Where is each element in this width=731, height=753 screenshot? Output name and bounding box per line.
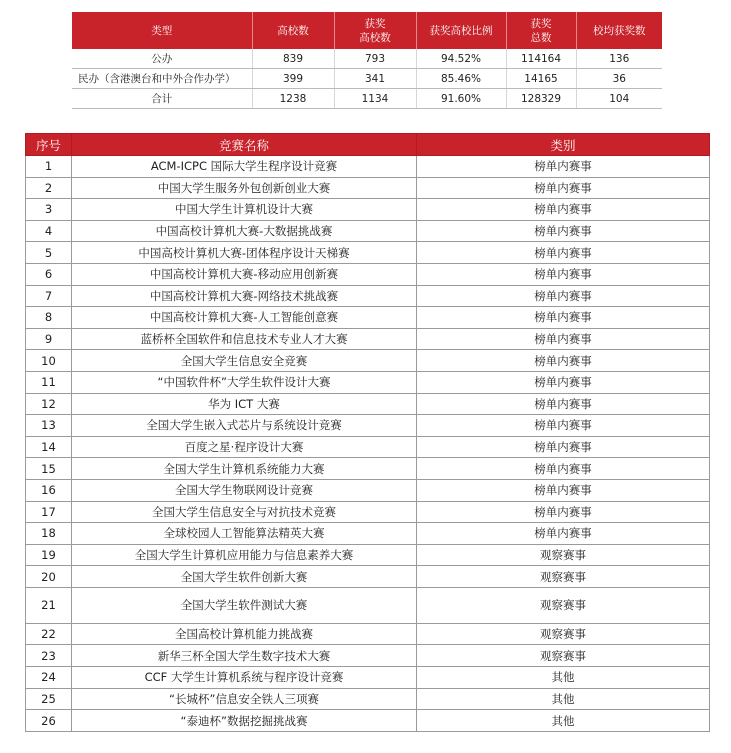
cell-index: 3 bbox=[26, 199, 72, 221]
cell-competition-name: 新华三杯全国大学生数字技术大赛 bbox=[72, 645, 417, 667]
competition-list-table bbox=[25, 133, 710, 732]
table-row bbox=[26, 587, 710, 623]
cell-index: 19 bbox=[26, 544, 72, 566]
table-row bbox=[26, 436, 710, 458]
cell-index: 2 bbox=[26, 177, 72, 199]
summary-header-row bbox=[72, 12, 662, 49]
cell-award-ratio: 85.46% bbox=[416, 69, 506, 89]
cell-category: 其他 bbox=[417, 667, 710, 689]
cell-competition-name: 全国大学生软件测试大赛 bbox=[72, 587, 417, 623]
cell-avg-awards: 36 bbox=[576, 69, 662, 89]
cell-category: 榜单内赛事 bbox=[417, 371, 710, 393]
list-header-index: 序号 bbox=[26, 134, 72, 156]
summary-row bbox=[72, 69, 662, 89]
cell-competition-name: 中国高校计算机大赛-人工智能创意赛 bbox=[72, 307, 417, 329]
cell-index: 1 bbox=[26, 156, 72, 178]
cell-competition-name: 蓝桥杯全国软件和信息技术专业人才大赛 bbox=[72, 328, 417, 350]
table-row bbox=[26, 710, 710, 732]
cell-competition-name: 全国大学生计算机应用能力与信息素养大赛 bbox=[72, 544, 417, 566]
summary-header-awarded-schools: 获奖 高校数 bbox=[334, 12, 416, 49]
table-row bbox=[26, 415, 710, 437]
cell-category: 观察赛事 bbox=[417, 544, 710, 566]
table-row bbox=[26, 285, 710, 307]
cell-index: 24 bbox=[26, 667, 72, 689]
table-row bbox=[26, 393, 710, 415]
cell-awarded-schools: 341 bbox=[334, 69, 416, 89]
table-row bbox=[26, 544, 710, 566]
cell-award-total: 128329 bbox=[506, 89, 576, 109]
cell-index: 6 bbox=[26, 263, 72, 285]
cell-competition-name: 全国大学生信息安全与对抗技术竞赛 bbox=[72, 501, 417, 523]
table-row bbox=[26, 220, 710, 242]
cell-category: 观察赛事 bbox=[417, 623, 710, 645]
summary-row bbox=[72, 89, 662, 109]
cell-category: 榜单内赛事 bbox=[417, 501, 710, 523]
cell-index: 17 bbox=[26, 501, 72, 523]
table-row bbox=[26, 199, 710, 221]
cell-school-count: 839 bbox=[252, 49, 334, 69]
cell-competition-name: “长城杯”信息安全铁人三项赛 bbox=[72, 688, 417, 710]
cell-competition-name: 中国高校计算机大赛-大数据挑战赛 bbox=[72, 220, 417, 242]
cell-category: 榜单内赛事 bbox=[417, 285, 710, 307]
cell-category: 榜单内赛事 bbox=[417, 263, 710, 285]
cell-avg-awards: 136 bbox=[576, 49, 662, 69]
cell-category: 榜单内赛事 bbox=[417, 328, 710, 350]
cell-category: 榜单内赛事 bbox=[417, 156, 710, 178]
cell-category: 榜单内赛事 bbox=[417, 199, 710, 221]
cell-competition-name: 全国大学生物联网设计竞赛 bbox=[72, 479, 417, 501]
cell-index: 5 bbox=[26, 242, 72, 264]
table-row bbox=[26, 371, 710, 393]
cell-competition-name: 华为 ICT 大赛 bbox=[72, 393, 417, 415]
cell-index: 23 bbox=[26, 645, 72, 667]
cell-competition-name: 全球校园人工智能算法精英大赛 bbox=[72, 523, 417, 545]
cell-index: 7 bbox=[26, 285, 72, 307]
cell-awarded-schools: 1134 bbox=[334, 89, 416, 109]
summary-row bbox=[72, 49, 662, 69]
cell-category: 榜单内赛事 bbox=[417, 458, 710, 480]
cell-index: 15 bbox=[26, 458, 72, 480]
cell-avg-awards: 104 bbox=[576, 89, 662, 109]
table-row bbox=[26, 350, 710, 372]
cell-index: 16 bbox=[26, 479, 72, 501]
table-row bbox=[26, 645, 710, 667]
cell-index: 18 bbox=[26, 523, 72, 545]
table-row bbox=[26, 667, 710, 689]
cell-competition-name: ACM-ICPC 国际大学生程序设计竞赛 bbox=[72, 156, 417, 178]
cell-school-count: 1238 bbox=[252, 89, 334, 109]
cell-index: 4 bbox=[26, 220, 72, 242]
cell-category: 榜单内赛事 bbox=[417, 350, 710, 372]
cell-competition-name: 全国大学生计算机系统能力大赛 bbox=[72, 458, 417, 480]
summary-header-school-count: 高校数 bbox=[252, 12, 334, 49]
cell-index: 20 bbox=[26, 566, 72, 588]
cell-category: 榜单内赛事 bbox=[417, 436, 710, 458]
table-row bbox=[26, 307, 710, 329]
cell-index: 8 bbox=[26, 307, 72, 329]
cell-category: 其他 bbox=[417, 688, 710, 710]
cell-competition-name: 全国大学生嵌入式芯片与系统设计竞赛 bbox=[72, 415, 417, 437]
cell-award-total: 14165 bbox=[506, 69, 576, 89]
cell-competition-name: 全国高校计算机能力挑战赛 bbox=[72, 623, 417, 645]
cell-category: 榜单内赛事 bbox=[417, 479, 710, 501]
table-row bbox=[26, 177, 710, 199]
cell-type: 合计 bbox=[72, 89, 252, 109]
cell-index: 21 bbox=[26, 587, 72, 623]
cell-index: 11 bbox=[26, 371, 72, 393]
summary-header-award-total: 获奖 总数 bbox=[506, 12, 576, 49]
cell-index: 26 bbox=[26, 710, 72, 732]
cell-index: 10 bbox=[26, 350, 72, 372]
cell-competition-name: 中国大学生计算机设计大赛 bbox=[72, 199, 417, 221]
award-summary-table bbox=[72, 12, 662, 109]
cell-competition-name: CCF 大学生计算机系统与程序设计竞赛 bbox=[72, 667, 417, 689]
cell-competition-name: 中国高校计算机大赛-网络技术挑战赛 bbox=[72, 285, 417, 307]
cell-competition-name: 百度之星·程序设计大赛 bbox=[72, 436, 417, 458]
table-row bbox=[26, 156, 710, 178]
cell-competition-name: 中国高校计算机大赛-移动应用创新赛 bbox=[72, 263, 417, 285]
table-row bbox=[26, 328, 710, 350]
cell-competition-name: 全国大学生软件创新大赛 bbox=[72, 566, 417, 588]
cell-index: 14 bbox=[26, 436, 72, 458]
list-header-competition-name: 竞赛名称 bbox=[72, 134, 417, 156]
cell-awarded-schools: 793 bbox=[334, 49, 416, 69]
cell-competition-name: 全国大学生信息安全竞赛 bbox=[72, 350, 417, 372]
list-header-row bbox=[26, 134, 710, 156]
cell-index: 9 bbox=[26, 328, 72, 350]
cell-index: 13 bbox=[26, 415, 72, 437]
table-row bbox=[26, 523, 710, 545]
table-row bbox=[26, 688, 710, 710]
cell-type: 公办 bbox=[72, 49, 252, 69]
cell-category: 榜单内赛事 bbox=[417, 393, 710, 415]
cell-school-count: 399 bbox=[252, 69, 334, 89]
cell-category: 榜单内赛事 bbox=[417, 242, 710, 264]
table-row bbox=[26, 479, 710, 501]
table-row bbox=[26, 263, 710, 285]
cell-competition-name: 中国大学生服务外包创新创业大赛 bbox=[72, 177, 417, 199]
cell-category: 观察赛事 bbox=[417, 645, 710, 667]
cell-award-total: 114164 bbox=[506, 49, 576, 69]
cell-category: 榜单内赛事 bbox=[417, 415, 710, 437]
table-row bbox=[26, 623, 710, 645]
cell-index: 25 bbox=[26, 688, 72, 710]
summary-header-type: 类型 bbox=[72, 12, 252, 49]
table-row bbox=[26, 242, 710, 264]
table-row bbox=[26, 501, 710, 523]
cell-category: 观察赛事 bbox=[417, 566, 710, 588]
summary-header-award-ratio: 获奖高校比例 bbox=[416, 12, 506, 49]
cell-index: 22 bbox=[26, 623, 72, 645]
summary-header-avg-awards: 校均获奖数 bbox=[576, 12, 662, 49]
cell-category: 榜单内赛事 bbox=[417, 307, 710, 329]
cell-category: 榜单内赛事 bbox=[417, 177, 710, 199]
cell-category: 榜单内赛事 bbox=[417, 220, 710, 242]
cell-competition-name: 中国高校计算机大赛-团体程序设计天梯赛 bbox=[72, 242, 417, 264]
cell-category: 其他 bbox=[417, 710, 710, 732]
cell-award-ratio: 91.60% bbox=[416, 89, 506, 109]
cell-index: 12 bbox=[26, 393, 72, 415]
cell-category: 榜单内赛事 bbox=[417, 523, 710, 545]
cell-competition-name: “中国软件杯”大学生软件设计大赛 bbox=[72, 371, 417, 393]
table-row bbox=[26, 458, 710, 480]
cell-competition-name: “泰迪杯”数据挖掘挑战赛 bbox=[72, 710, 417, 732]
cell-type: 民办（含港澳台和中外合作办学） bbox=[72, 69, 252, 89]
list-header-category: 类别 bbox=[417, 134, 710, 156]
cell-category: 观察赛事 bbox=[417, 587, 710, 623]
cell-award-ratio: 94.52% bbox=[416, 49, 506, 69]
table-row bbox=[26, 566, 710, 588]
